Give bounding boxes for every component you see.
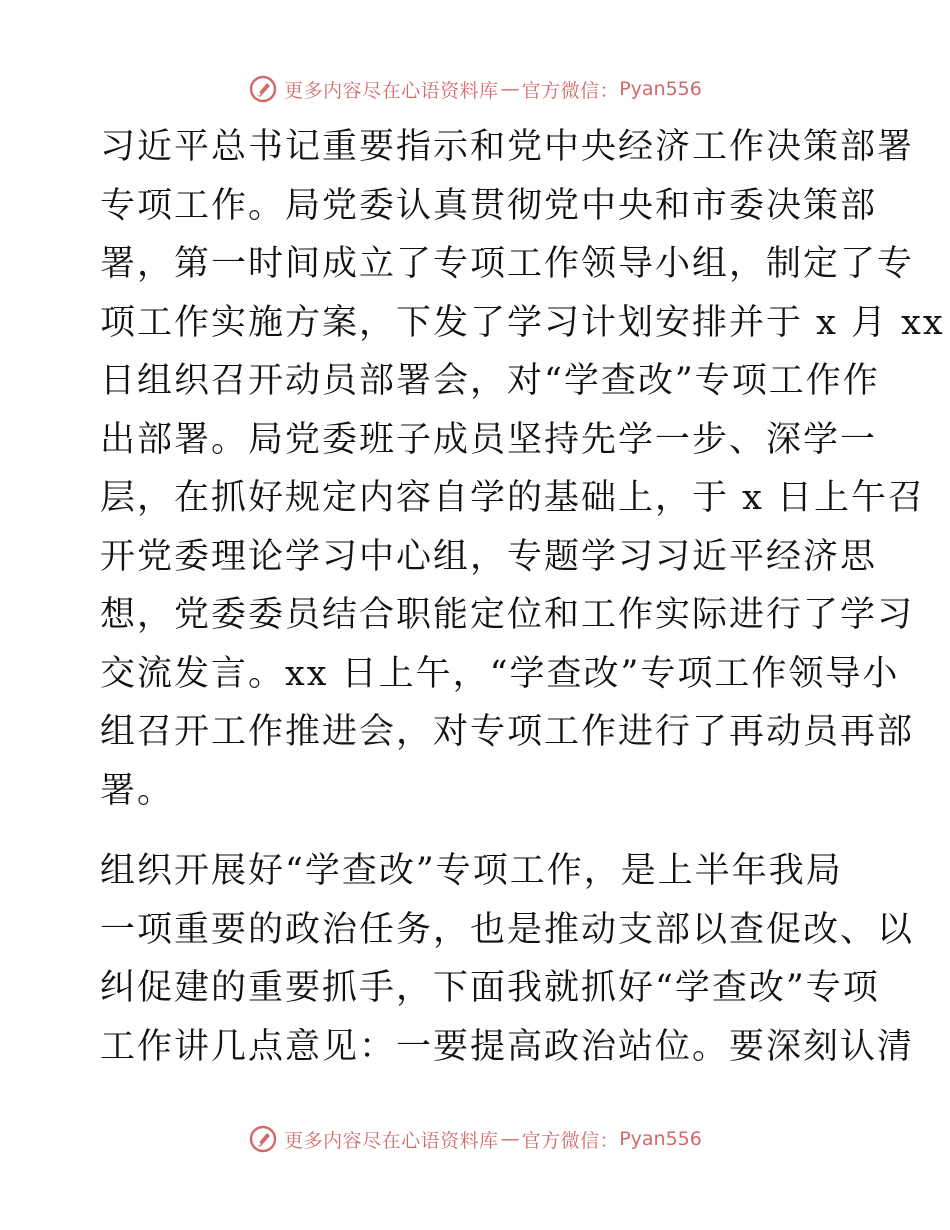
watermark-brand: 更多内容尽在心语资料库	[284, 1129, 499, 1152]
text-line: 想，党委委员结合职能定位和工作实际进行了学习	[100, 595, 915, 635]
text-line: 日组织召开动员部署会，对“学查改”专项工作作	[100, 361, 880, 401]
text-line: 层，在抓好规定内容自学的基础上，于 x 日上午召	[100, 478, 925, 518]
watermark-wechat-label: 官方微信：	[521, 1129, 620, 1152]
paragraph-2	[100, 842, 915, 1076]
watermark-wechat-id: Pyan556	[619, 78, 702, 100]
text-line: 纠促建的重要抓手，下面我就抓好“学查改”专项	[100, 968, 880, 1008]
watermark-wechat-label: 官方微信：	[521, 79, 620, 102]
text-line: 组织开展好“学查改”专项工作，是上半年我局	[100, 851, 843, 891]
text-line: 署，第一时间成立了专项工作领导小组，制定了专	[100, 244, 915, 284]
text-line: 专项工作。局党委认真贯彻党中央和市委决策部	[100, 185, 878, 226]
text-line: 习近平总书记重要指示和党中央经济工作决策部署	[100, 127, 915, 167]
text-line: 工作讲几点意见：一要提高政治站位。要深刻认清	[100, 1026, 915, 1067]
text-line: 组召开工作推进会，对专项工作进行了再动员再部	[100, 712, 915, 752]
watermark-separator: —	[500, 1128, 520, 1150]
footer-watermark	[0, 1122, 950, 1156]
text-line: 项工作实施方案，下发了学习计划安排并于 x 月 xx	[100, 302, 945, 343]
text-line: 署。	[100, 770, 175, 811]
watermark-separator: —	[500, 78, 520, 100]
text-line: 开党委理论学习中心组，专题学习习近平经济思	[100, 536, 878, 577]
watermark-wechat-id: Pyan556	[619, 1128, 702, 1150]
document-body	[100, 118, 945, 1076]
text-line: 一项重要的政治任务，也是推动支部以查促改、以	[100, 909, 915, 950]
watermark-brand: 更多内容尽在心语资料库	[284, 79, 499, 102]
paragraph-spacer	[100, 820, 860, 842]
pen-nib-logo-icon	[248, 74, 278, 104]
text-line: 交流发言。xx 日上午，“学查改”专项工作领导小	[100, 653, 900, 694]
paragraph-1	[100, 118, 945, 820]
text-line: 出部署。局党委班子成员坚持先学一步、深学一	[100, 419, 878, 460]
pen-nib-logo-icon	[248, 1124, 278, 1154]
header-watermark	[0, 72, 950, 106]
